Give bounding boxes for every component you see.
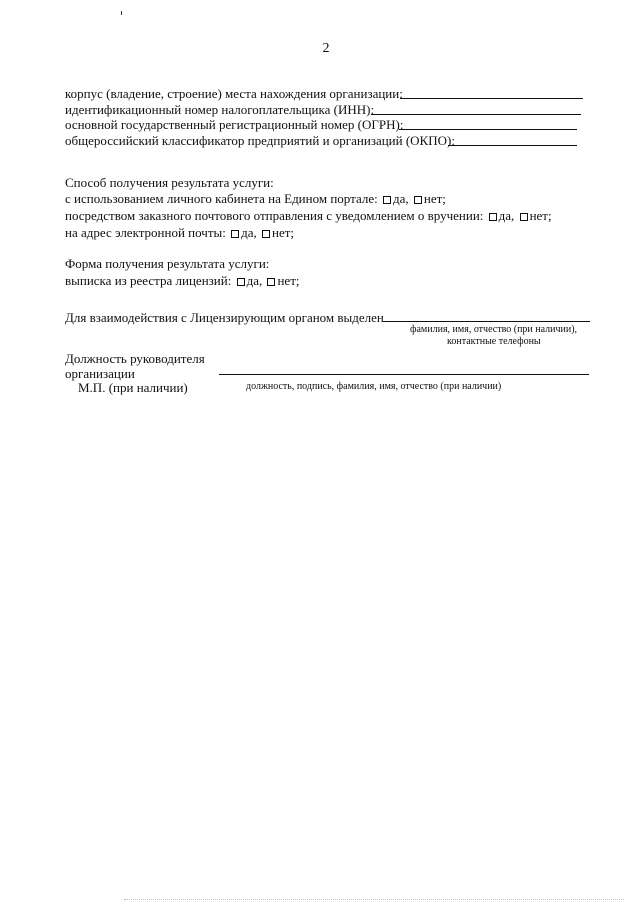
no-label: нет; bbox=[529, 208, 552, 223]
checkbox-mail-no[interactable] bbox=[520, 213, 528, 221]
yes-label: да, bbox=[241, 225, 257, 240]
checkbox-portal-no[interactable] bbox=[414, 196, 422, 204]
result-form-option-label: выписка из реестра лицензий: bbox=[65, 273, 232, 288]
delivery-option-mail bbox=[65, 208, 552, 223]
checkbox-extract-no[interactable] bbox=[267, 278, 275, 286]
delivery-option-portal bbox=[65, 191, 446, 206]
checkbox-extract-yes[interactable] bbox=[237, 278, 245, 286]
contact-hint-line2: контактные телефоны bbox=[447, 336, 541, 347]
checkbox-email-yes[interactable] bbox=[231, 230, 239, 238]
field-blank-ogrn[interactable] bbox=[399, 129, 577, 130]
contact-blank[interactable] bbox=[383, 321, 590, 322]
delivery-option-portal-label: с использованием личного кабинета на Едином портале: bbox=[65, 191, 378, 206]
signature-blank[interactable] bbox=[219, 374, 589, 375]
delivery-option-email-label: на адрес электронной почты: bbox=[65, 225, 226, 240]
checkbox-portal-yes[interactable] bbox=[383, 196, 391, 204]
position-label-line2: организации bbox=[65, 366, 135, 381]
yes-label: да, bbox=[392, 191, 409, 206]
scan-edge-dots bbox=[124, 899, 624, 901]
checkbox-email-no[interactable] bbox=[262, 230, 270, 238]
field-label-inn: идентификационный номер налогоплательщика (ИНН): bbox=[65, 102, 375, 117]
delivery-heading: Способ получения результата услуги: bbox=[65, 175, 274, 190]
delivery-option-mail-label: посредством заказного почтового отправления с уведомлением о вручении: bbox=[65, 208, 484, 223]
page-number: 2 bbox=[322, 41, 330, 56]
yes-label: да, bbox=[246, 273, 263, 288]
stamp-label: М.П. (при наличии) bbox=[78, 380, 188, 395]
yes-label: да, bbox=[498, 208, 515, 223]
no-label: нет; bbox=[272, 225, 295, 240]
contact-hint-line1: фамилия, имя, отчество (при наличии), bbox=[410, 324, 578, 335]
no-label: нет; bbox=[277, 273, 300, 288]
scan-mark bbox=[121, 11, 122, 15]
field-blank-building[interactable] bbox=[400, 98, 583, 99]
delivery-option-email bbox=[65, 225, 294, 240]
signature-hint: должность, подпись, фамилия, имя, отчество (при наличии) bbox=[246, 381, 502, 392]
field-label-building: корпус (владение, строение) места нахождения организации: bbox=[65, 86, 403, 101]
field-label-okpo: общероссийский классификатор предприятий и организаций (ОКПО): bbox=[65, 133, 455, 148]
checkbox-mail-yes[interactable] bbox=[489, 213, 497, 221]
result-form-option-extract bbox=[65, 273, 300, 288]
field-blank-inn[interactable] bbox=[371, 114, 581, 115]
no-label: нет; bbox=[423, 191, 446, 206]
position-label-line1: Должность руководителя bbox=[65, 351, 205, 366]
field-label-ogrn: основной государственный регистрационный номер (ОГРН): bbox=[65, 117, 404, 132]
contact-label: Для взаимодействия с Лицензирующим органом выделен bbox=[65, 310, 384, 325]
result-form-heading: Форма получения результата услуги: bbox=[65, 256, 270, 271]
field-blank-okpo[interactable] bbox=[448, 145, 577, 146]
